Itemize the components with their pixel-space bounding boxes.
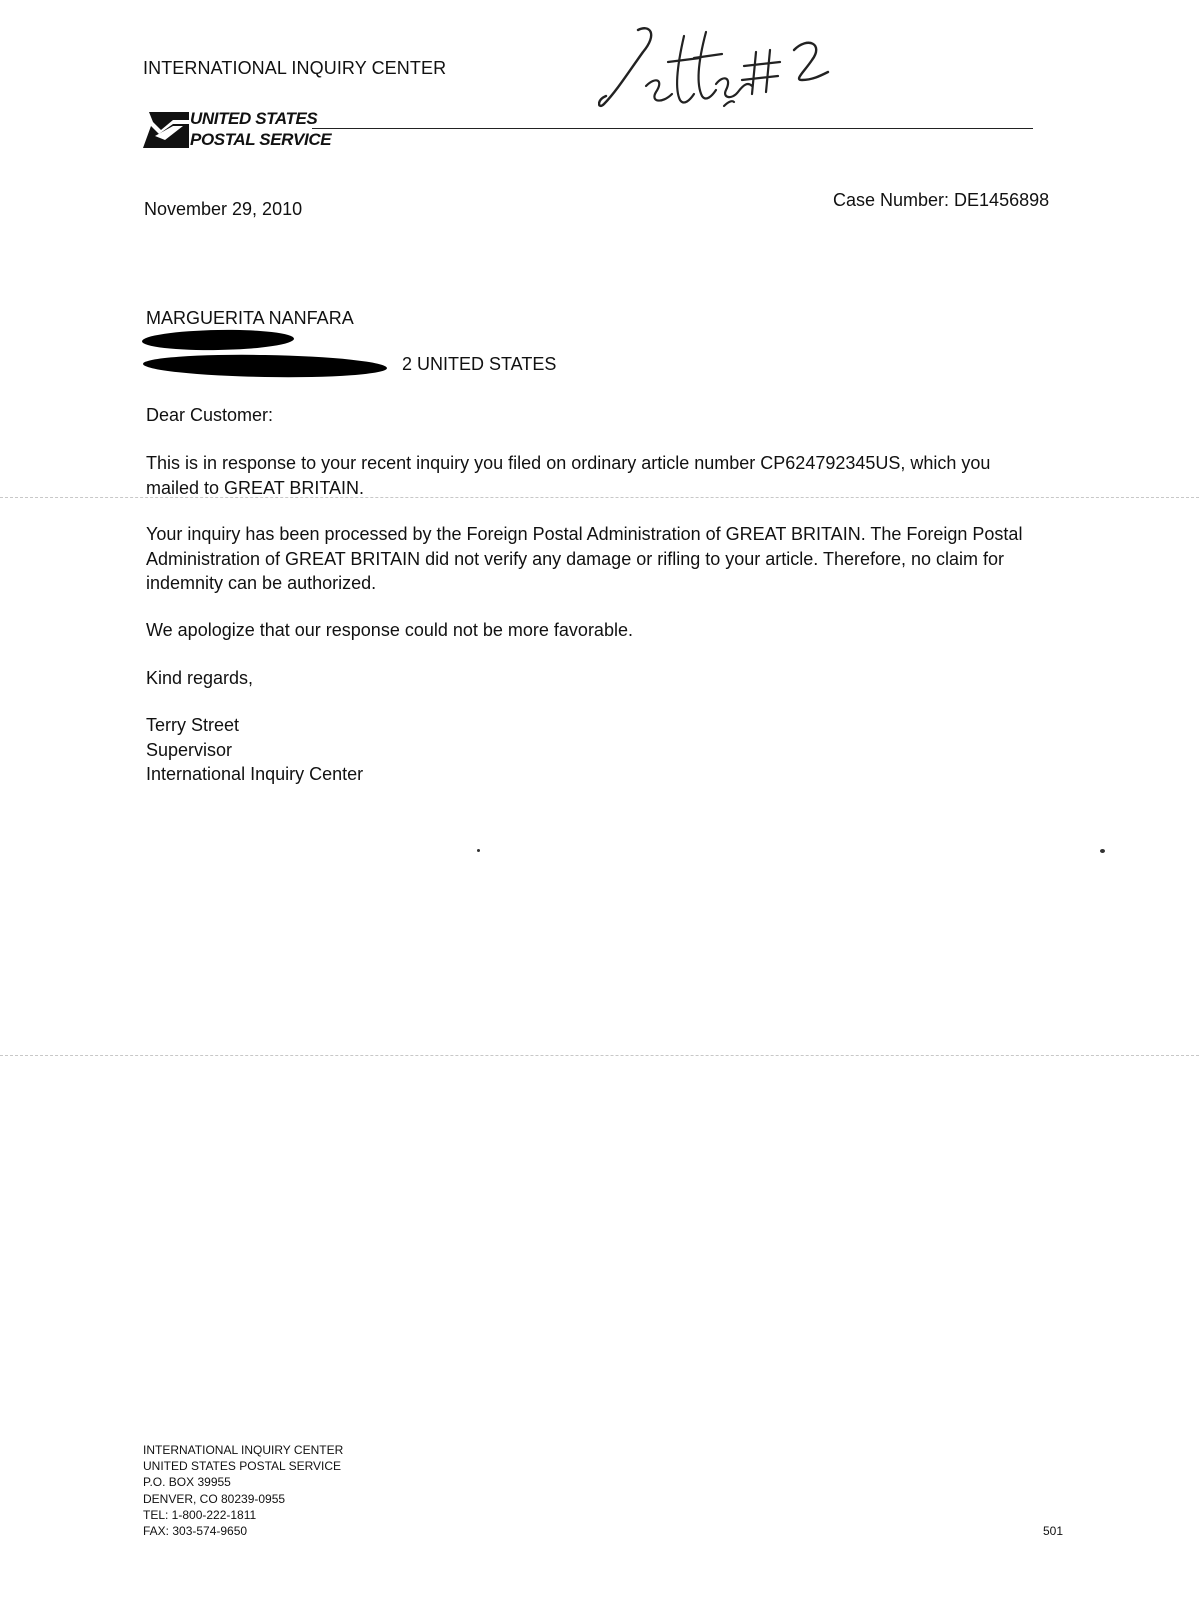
paragraph-line: indemnity can be authorized. xyxy=(146,573,377,593)
scan-speck xyxy=(477,849,480,852)
letter-date: November 29, 2010 xyxy=(144,199,303,219)
page-code: 501 xyxy=(1043,1524,1064,1538)
handwritten-note xyxy=(598,22,838,117)
footer-address xyxy=(143,1442,343,1539)
body-paragraph xyxy=(146,451,990,500)
signature-block xyxy=(146,713,363,787)
body-paragraph xyxy=(146,618,633,643)
usps-wordmark xyxy=(190,108,331,150)
signer-name: Terry Street xyxy=(146,715,240,735)
footer-address-line: TEL: 1-800-222-1811 xyxy=(143,1507,257,1522)
paragraph-line: Your inquiry has been processed by the Foreign Postal Administration of GREAT BRITAIN. The Foreign Postal xyxy=(146,524,1023,544)
scan-speck xyxy=(1100,849,1105,853)
signer-title: Supervisor xyxy=(146,739,233,760)
paragraph-line: We apologize that our response could not be more favorable. xyxy=(146,620,633,640)
redaction-mark xyxy=(142,329,294,352)
body-paragraph xyxy=(146,522,1022,596)
recipient-country: 2 UNITED STATES xyxy=(402,354,557,374)
paragraph-line: mailed to GREAT BRITAIN. xyxy=(146,477,365,498)
header-rule xyxy=(312,128,1033,129)
redaction-mark xyxy=(143,353,387,379)
salutation: Dear Customer: xyxy=(146,405,274,425)
footer-address-line: UNITED STATES POSTAL SERVICE xyxy=(143,1459,342,1474)
usps-wordmark-line2: POSTAL SERVICE xyxy=(190,130,332,149)
footer-address-line: P.O. BOX 39955 xyxy=(143,1475,231,1490)
usps-wordmark-line1: UNITED STATES xyxy=(190,109,318,128)
footer-address-line: INTERNATIONAL INQUIRY CENTER xyxy=(143,1443,344,1457)
usps-logo xyxy=(143,108,332,152)
closing: Kind regards, xyxy=(146,668,254,688)
case-number: Case Number: DE1456898 xyxy=(833,190,1050,210)
scan-fold-line xyxy=(0,497,1199,498)
recipient-name: MARGUERITA NANFARA xyxy=(146,308,354,328)
paragraph-line: This is in response to your recent inquiry you filed on ordinary article number CP624792345US, which you xyxy=(146,453,991,473)
paragraph-line: Administration of GREAT BRITAIN did not verify any damage or rifling to your article. Therefore, no claim for xyxy=(146,548,1005,569)
scan-fold-line xyxy=(0,1055,1199,1056)
footer-address-line: FAX: 303-574-9650 xyxy=(143,1524,248,1539)
usps-eagle-icon xyxy=(143,110,189,150)
signer-department: International Inquiry Center xyxy=(146,764,364,784)
header-title: INTERNATIONAL INQUIRY CENTER xyxy=(143,58,447,78)
footer-address-line: DENVER, CO 80239-0955 xyxy=(143,1491,286,1506)
